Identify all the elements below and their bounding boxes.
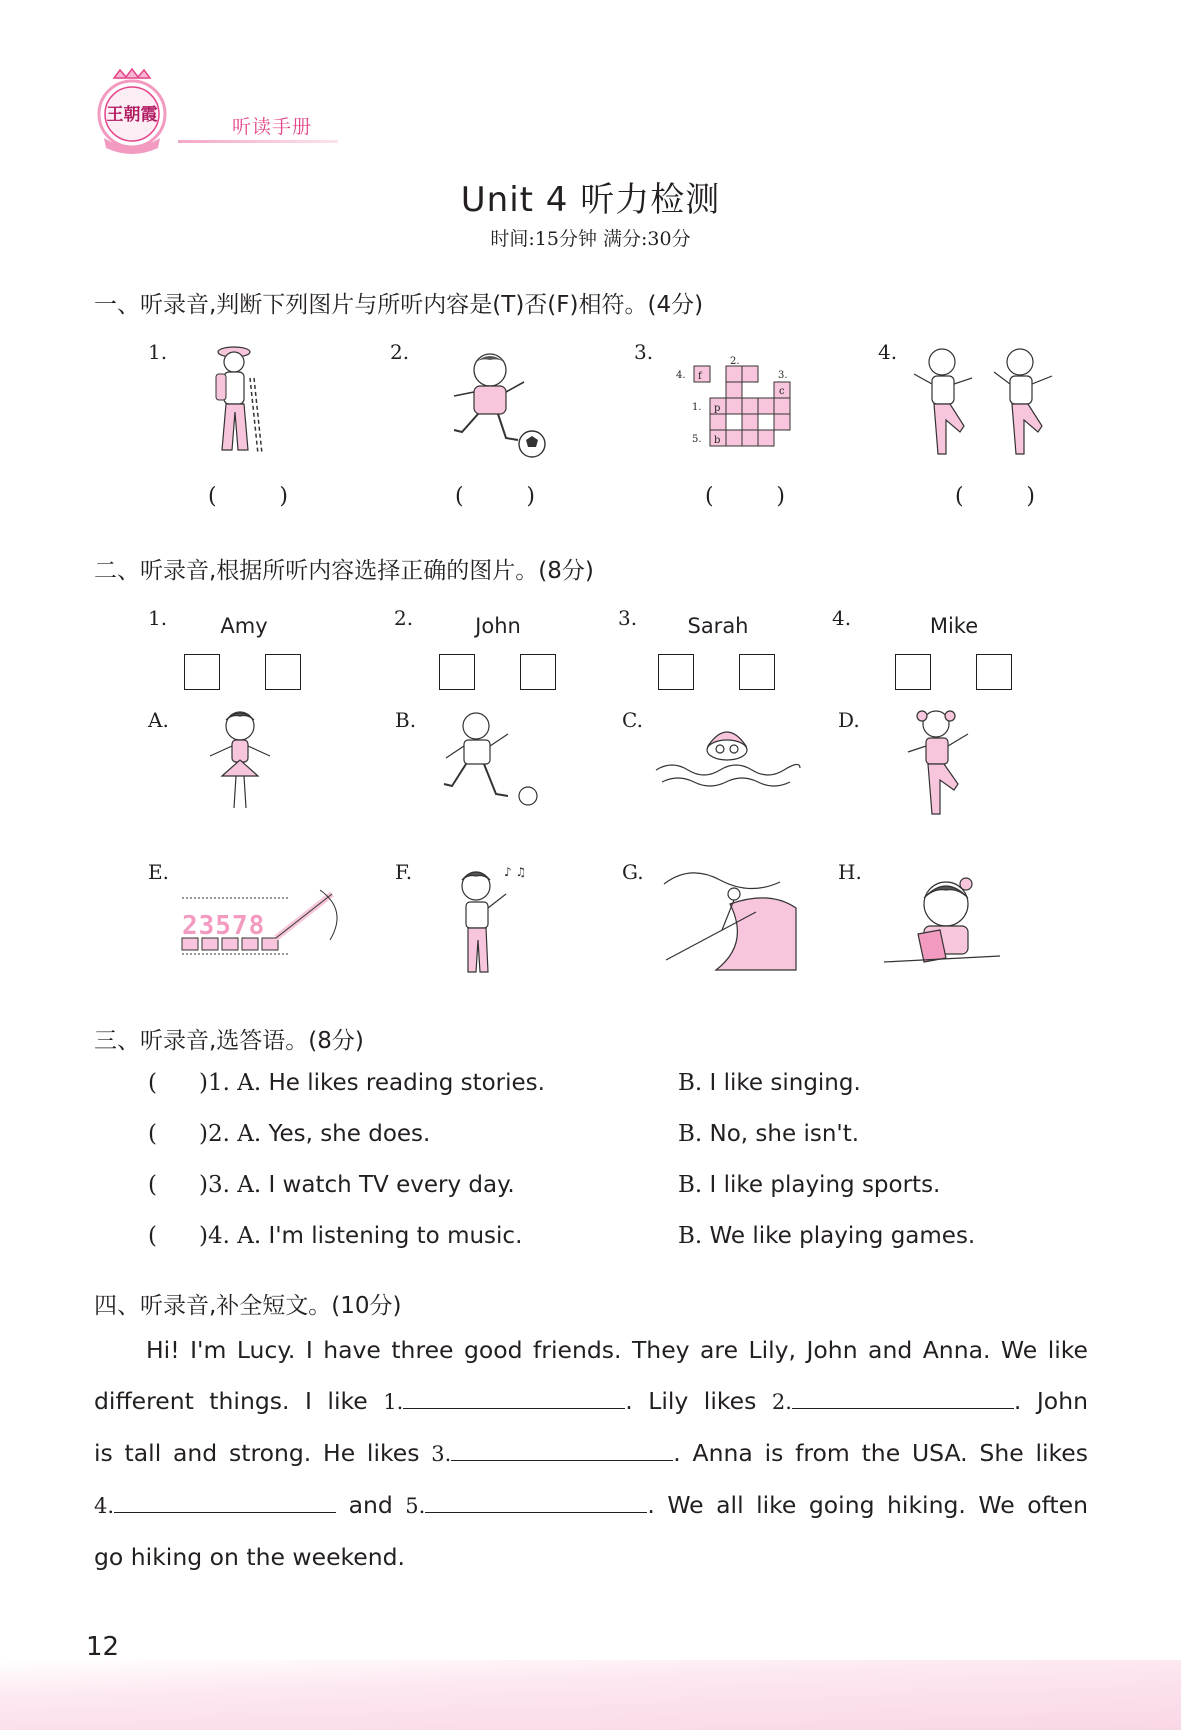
s2-item-num: 4.	[832, 606, 852, 630]
s1-item-num: 3.	[634, 340, 654, 364]
crossword-label: 5.	[692, 434, 702, 445]
picture-letter: B.	[395, 708, 417, 732]
crossword-label: 2.	[730, 356, 740, 367]
soccer-boy-icon	[440, 352, 550, 466]
swimmer-icon	[652, 720, 802, 804]
answer-box[interactable]	[976, 654, 1012, 690]
passage-line: go hiking on the weekend.	[94, 1543, 406, 1571]
blank-2[interactable]	[792, 1384, 1014, 1409]
singing-boy-icon	[448, 864, 538, 986]
s2-item-num: 2.	[394, 606, 414, 630]
page-title: Unit 4 听力检测	[460, 180, 721, 220]
blank-4[interactable]	[114, 1488, 336, 1513]
hiking-girl-icon	[200, 342, 280, 466]
picture-letter: C.	[622, 708, 643, 732]
picture-letter: F.	[395, 860, 413, 884]
crossword-label: 3.	[778, 370, 788, 381]
section1-title: 一、听录音,判断下列图片与所听内容是(T)否(F)相符。(4分)	[94, 292, 704, 318]
answer-parentheses[interactable]: ( )	[955, 484, 1035, 509]
answer-parentheses[interactable]: ( )	[705, 484, 785, 509]
section4-title: 四、听录音,补全短文。(10分)	[94, 1293, 402, 1319]
blank-5[interactable]	[425, 1488, 647, 1513]
s1-item-num: 4.	[878, 340, 898, 364]
s3-question-4: ( )4. A. I'm listening to music.	[148, 1223, 523, 1249]
header-divider	[178, 140, 338, 143]
s3-option-b: B. We like playing games.	[678, 1223, 976, 1249]
s3-question-1: ( )1. A. He likes reading stories.	[148, 1070, 545, 1096]
s3-option-b: B. I like playing sports.	[678, 1172, 941, 1198]
number-writing-icon	[180, 880, 350, 980]
page-number: 12	[86, 1632, 120, 1662]
s3-option-b: B. No, she isn't.	[678, 1121, 860, 1147]
passage	[94, 1325, 1088, 1583]
skiing-icon	[660, 864, 800, 978]
picture-letter: G.	[622, 860, 644, 884]
picture-letter: E.	[148, 860, 169, 884]
s2-name: John	[475, 614, 521, 638]
answer-parentheses[interactable]: ( )	[455, 484, 535, 509]
s2-name: Amy	[220, 614, 268, 638]
s1-item-num: 1.	[148, 340, 168, 364]
blank-1[interactable]	[403, 1384, 625, 1409]
reading-girl-icon	[880, 868, 1010, 972]
section2-title: 二、听录音,根据所听内容选择正确的图片。(8分)	[94, 558, 594, 584]
picture-letter: H.	[838, 860, 862, 884]
ballet-girl-icon	[200, 704, 280, 826]
kungfu-kids-icon	[910, 346, 1060, 468]
footer-band	[0, 1660, 1181, 1730]
picture-letter: D.	[838, 708, 860, 732]
s2-item-num: 1.	[148, 606, 168, 630]
crossword-label: p	[714, 403, 721, 414]
passage-line: 4. and 5. . We all like going hiking. We often	[94, 1480, 1088, 1532]
crossword-label: 1.	[692, 402, 702, 413]
section3-title: 三、听录音,选答语。(8分)	[94, 1028, 364, 1054]
football-boy-icon	[436, 710, 546, 824]
svg-text:♪ ♫: ♪ ♫	[504, 865, 527, 879]
kungfu-girl-icon	[902, 706, 982, 828]
crossword-label: 4.	[676, 370, 686, 381]
answer-box[interactable]	[520, 654, 556, 690]
answer-box[interactable]	[184, 654, 220, 690]
s3-option-b: B. I like singing.	[678, 1070, 861, 1096]
answer-box[interactable]	[739, 654, 775, 690]
passage-line: different things. I like 1. . Lily likes 2. . John	[94, 1376, 1088, 1428]
answer-box[interactable]	[658, 654, 694, 690]
picture-letter: A.	[148, 708, 169, 732]
passage-line: is tall and strong. He likes 3. . Anna is from the USA. She likes	[94, 1428, 1088, 1480]
numbers-card-text: 23578	[182, 911, 266, 941]
brand-logo-text: 王朝霞	[106, 105, 158, 125]
crossword-label: b	[714, 435, 721, 446]
answer-parentheses[interactable]: ( )	[208, 484, 288, 509]
page-subtitle: 时间:15分钟 满分:30分	[490, 228, 691, 250]
s3-question-3: ( )3. A. I watch TV every day.	[148, 1172, 515, 1198]
answer-box[interactable]	[439, 654, 475, 690]
answer-box[interactable]	[265, 654, 301, 690]
s2-name: Sarah	[687, 614, 749, 638]
blank-3[interactable]	[451, 1436, 673, 1461]
handbook-label: 听读手册	[232, 116, 313, 138]
answer-box[interactable]	[895, 654, 931, 690]
s3-question-2: ( )2. A. Yes, she does.	[148, 1121, 431, 1147]
crossword-icon	[674, 352, 804, 466]
crossword-label: f	[698, 371, 702, 382]
passage-line: Hi! I'm Lucy. I have three good friends. They are Lily, John and Anna. We like	[146, 1336, 1088, 1364]
s2-name: Mike	[929, 614, 979, 638]
s2-item-num: 3.	[618, 606, 638, 630]
s1-item-num: 2.	[390, 340, 410, 364]
crossword-label: c	[779, 386, 785, 397]
